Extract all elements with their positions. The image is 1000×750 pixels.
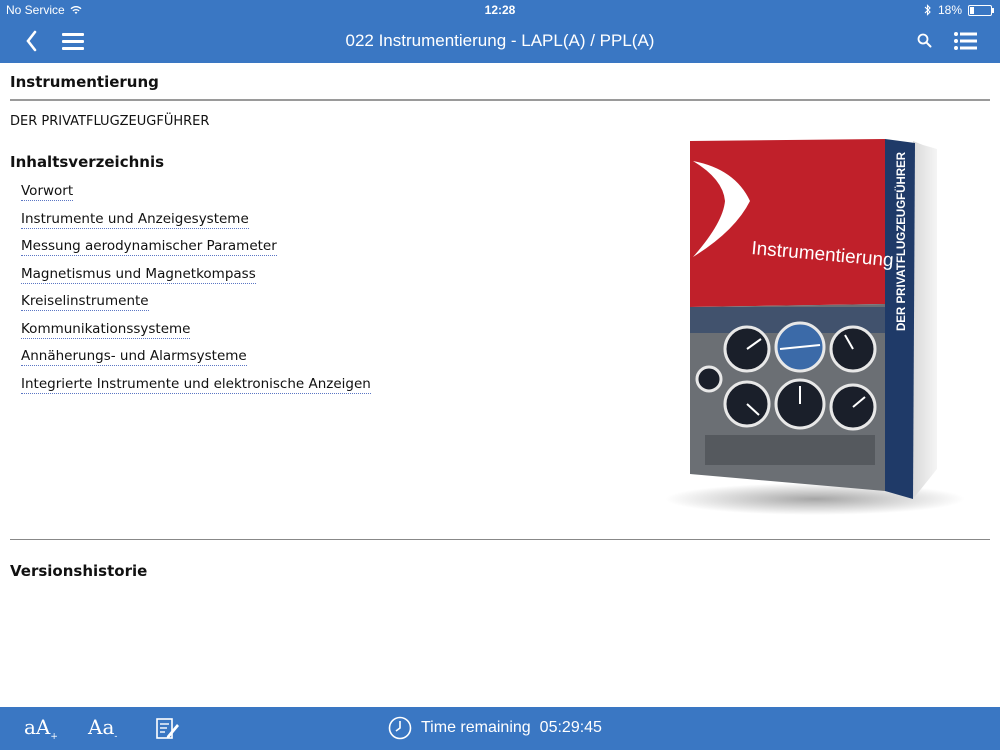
toc-item [21,183,371,211]
search-button[interactable] [915,28,945,54]
table-of-contents [21,183,371,403]
toc-item [21,293,371,321]
battery-percent: 18% [937,3,962,17]
toc-item [21,211,371,239]
section-heading: Instrumentierung [10,73,159,91]
back-chevron-icon [22,28,42,54]
font-increase-button[interactable]: $aA_+$ [24,715,58,742]
toc-link[interactable]: Instrumente und Anzeigesysteme [21,210,249,227]
nav-bar [0,20,1000,63]
clock: 12:28 [484,3,516,17]
contents-list-button[interactable] [952,28,982,54]
status-bar [0,0,1000,20]
notes-button[interactable] [155,716,181,746]
notes-edit-icon [155,716,181,742]
toc-link[interactable]: Integrierte Instrumente und elektronische Anzeigen [21,375,371,392]
book-spine-text: DER PRIVATFLUGZEUGFÜHRER [896,151,908,331]
divider [10,539,990,540]
toc-link[interactable]: Kommunikationssysteme [21,320,191,337]
back-button[interactable] [22,28,52,54]
top-bar [0,0,1000,63]
time-remaining-value: 05:29:45 [539,719,602,736]
page-title: 022 Instrumentierung - LAPL(A) / PPL(A) [345,31,655,50]
battery-icon [968,5,992,16]
list-icon [952,28,980,54]
toc-item [21,376,371,404]
toc-link[interactable]: Vorwort [21,183,74,199]
toc-link[interactable]: Messung aerodynamischer Parameter [21,238,277,254]
carrier-label: No Service [6,3,65,17]
toc-link[interactable]: Annäherungs- und Alarmsysteme [21,348,247,364]
font-decrease-button[interactable]: $Aa_-$ [88,715,118,742]
toc-item [21,321,371,349]
menu-button[interactable] [60,28,90,54]
book-cover-title: Instrumentierung [750,238,895,272]
time-remaining-label: Time remaining [421,719,531,736]
time-remaining [388,716,602,740]
book-cover-image [665,139,985,519]
toc-link[interactable]: Magnetismus und Magnetkompass [21,265,256,282]
version-history-heading: Versionshistorie [10,562,148,580]
subtitle: DER PRIVATFLUGZEUGFÜHRER [10,114,210,129]
toc-link[interactable]: Kreiselinstrumente [21,293,149,309]
divider [10,99,990,101]
minus-icon: - [114,732,118,742]
clock-icon [388,716,412,740]
bottom-toolbar [0,707,1000,750]
search-icon [915,28,935,54]
content-area[interactable] [0,63,1000,707]
plus-icon: + [50,732,58,742]
toc-item [21,238,371,266]
toc-heading: Inhaltsverzeichnis [10,153,165,171]
toc-item [21,348,371,376]
toc-item [21,266,371,294]
bluetooth-icon [924,4,932,16]
